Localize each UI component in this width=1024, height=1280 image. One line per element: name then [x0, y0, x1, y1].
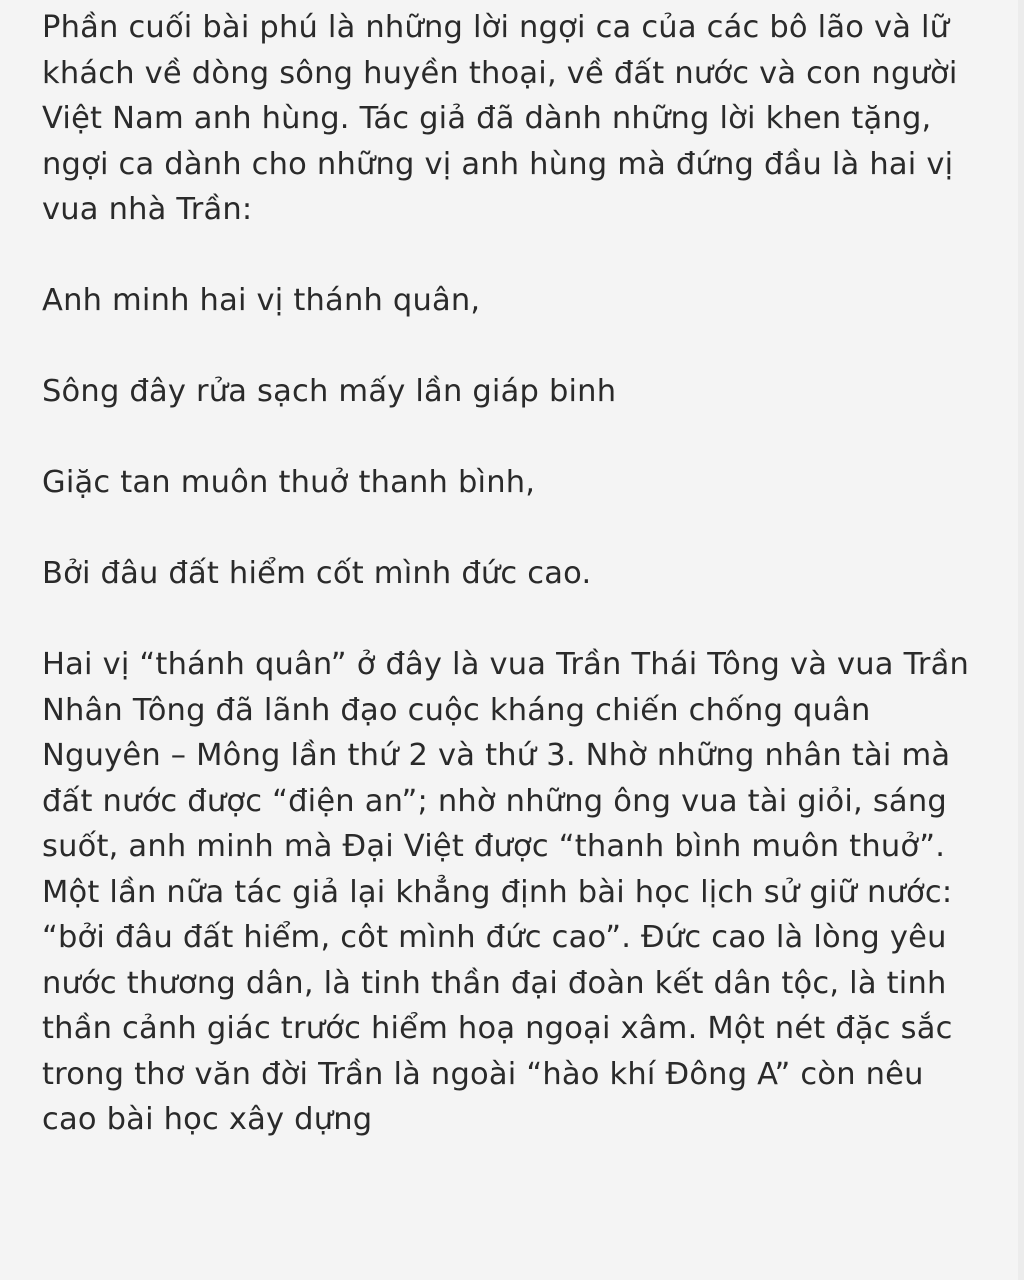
- verse-line-4: Bởi đâu đất hiểm cốt mình đức cao.: [42, 556, 592, 591]
- scrollbar-track[interactable]: [1018, 0, 1024, 1280]
- paragraph-analysis: Hai vị “thánh quân” ở đây là vua Trần Thái Tông và vua Trần Nhân Tông đã lãnh đạo cuộc kháng chiến chống quân Nguyên – Mông lần thứ 2 và thứ 3. Nhờ những nhân tài mà đất nước được “điện an”; nhờ những ông vua tài giỏi, sáng suốt, anh minh mà Đại Việt được “thanh bình muôn thuở”. Một lần nữa tác giả lại khẳng định bài học lịch sử giữ nước: “bởi đâu đất hiểm, côt mình đức cao”. Đức cao là lòng yêu nước thương dân, là tinh thần đại đoàn kết dân tộc, là tinh thần cảnh giác trước hiểm hoạ ngoại xâm. Một nét đặc sắc trong thơ văn đời Trần là ngoài “hào khí Đông A” còn nêu cao bài học xây dựng: [42, 647, 970, 1137]
- article-body: [42, 5, 982, 1188]
- verse-line-3: Giặc tan muôn thuở thanh bình,: [42, 465, 536, 500]
- verse-line-2: Sông đây rửa sạch mấy lần giáp binh: [42, 374, 617, 409]
- paragraph-intro: Phần cuối bài phú là những lời ngợi ca của các bô lão và lữ khách về dòng sông huyền thoại, về đất nước và con người Việt Nam anh hùng. Tác giả đã dành những lời khen tặng, ngợi ca dành cho những vị anh hùng mà đứng đầu là hai vị vua nhà Trần:: [42, 10, 958, 227]
- verse-line-1: Anh minh hai vị thánh quân,: [42, 283, 481, 318]
